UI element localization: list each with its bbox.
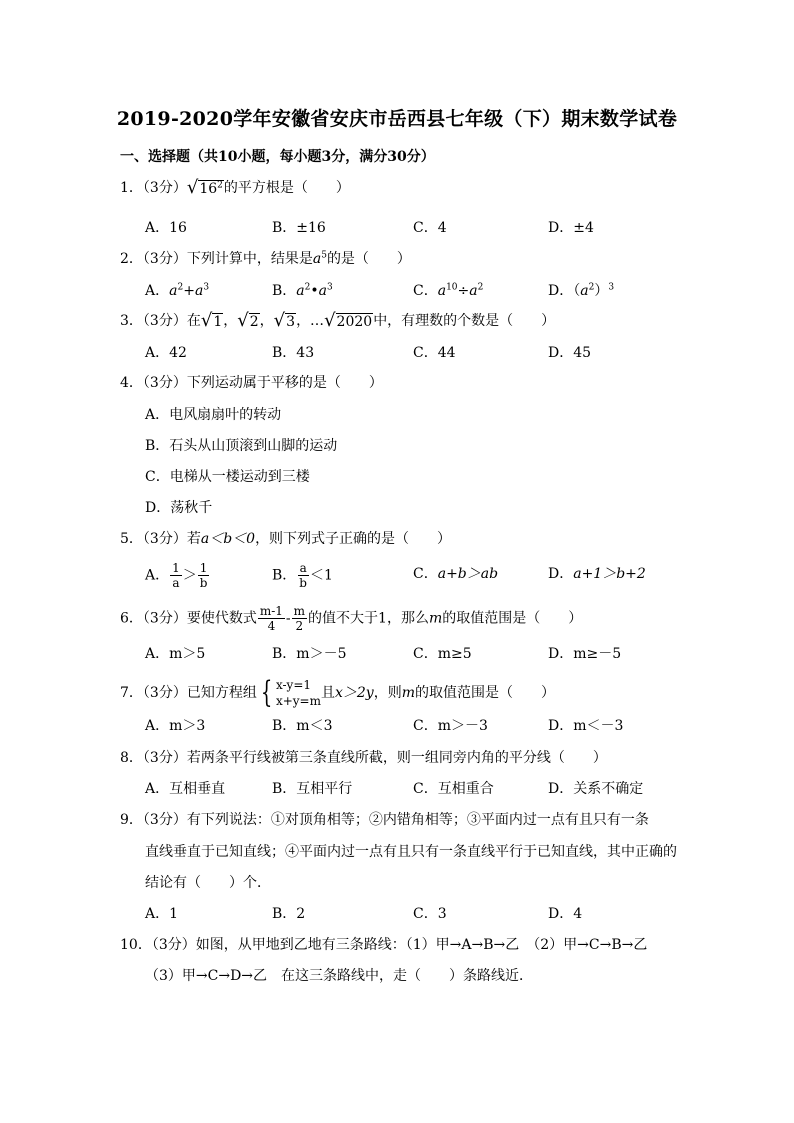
q4-option-a: A．电风扇扇叶的转动 — [145, 407, 282, 423]
q6-option-a: A．m＞5 — [145, 646, 206, 662]
q6-option-c: C．m≥5 — [413, 646, 472, 662]
equation-system: { x-y=1 x+y=m — [260, 675, 321, 710]
q8-option-b: B．互相平行 — [272, 781, 353, 797]
question-2: 2．（3分）下列计算中，结果是$a^5$的是（ ） — [120, 250, 411, 267]
q3-option-a: A．42 — [145, 345, 187, 361]
q9-option-c: C．3 — [413, 906, 447, 922]
q6-option-b: B．m＞－5 — [272, 646, 347, 662]
q2-option-b: B．$a^2•a^3$ — [272, 282, 333, 299]
q8-option-c: C．互相重合 — [413, 781, 494, 797]
q7-option-c: C．m＞－3 — [413, 718, 488, 734]
q7-option-d: D．m＜－3 — [548, 718, 624, 734]
q2-option-a: A．$a^2+a^3$ — [145, 282, 210, 299]
question-10-line-2: （3）甲→C→D→乙 在这三条路线中，走（ ）条路线近． — [145, 968, 534, 984]
q7-option-b: B．m＜3 — [272, 718, 333, 734]
q8-option-a: A．互相垂直 — [145, 781, 226, 797]
q4-option-b: B．石头从山顶滚到山脚的运动 — [145, 438, 338, 454]
q4-option-d: D．荡秋千 — [145, 500, 213, 516]
question-4: 4．（3分）下列运动属于平移的是（ ） — [120, 375, 383, 391]
q1-option-d: D．±4 — [548, 220, 594, 236]
q1-option-b: B．±16 — [272, 220, 326, 236]
q6-option-d: D．m≥－5 — [548, 646, 622, 662]
section-heading: 一、选择题（共10小题，每小题3分，满分30分） — [120, 149, 435, 165]
q9-option-b: B．2 — [272, 906, 306, 922]
question-6: 6．（3分）要使代数式 $\frac{m-1}{4}$ - $\frac{m}{2}$ 的值不大于1，那么m的取值范围是（ ） — [120, 604, 583, 633]
q1-option-c: C．4 — [413, 220, 447, 236]
question-1: 1．（3分） √ $16^2$ 的平方根是（ ） — [120, 177, 350, 198]
q1-option-a: A．16 — [145, 220, 187, 236]
q3-option-c: C．44 — [413, 345, 456, 361]
q5-option-d: D．a+1＞b+2 — [548, 566, 646, 582]
q2-option-c: C．$a^{10}\div a^2$ — [413, 282, 484, 299]
q9-option-d: D．4 — [548, 906, 583, 922]
q8-option-d: D．关系不确定 — [548, 781, 644, 797]
question-5: 5．（3分）若a＜b＜0，则下列式子正确的是（ ） — [120, 531, 452, 547]
question-7: 7．（3分）已知方程组 { x-y=1 x+y=m 且x＞2y，则m的取值范围是（ ） — [120, 675, 555, 710]
question-9-line-3: 结论有（ ）个． — [145, 875, 271, 891]
question-8: 8．（3分）若两条平行线被第三条直线所截，则一组同旁内角的平分线（ ） — [120, 750, 607, 766]
q7-option-a: A．m＞3 — [145, 718, 206, 734]
q3-option-b: B．43 — [272, 345, 315, 361]
q3-option-d: D．45 — [548, 345, 592, 361]
square-root: √ $16^2$ — [186, 177, 223, 198]
q5-option-a: A． $\frac{1}{a}$ ＞ $\frac{1}{b}$ — [145, 561, 208, 590]
q4-option-c: C．电梯从一楼运动到三楼 — [145, 469, 310, 485]
question-9: 9．（3分）有下列说法：①对顶角相等；②内错角相等；③平面内过一点有且只有一条 — [120, 812, 649, 828]
question-10: 10．（3分）如图，从甲地到乙地有三条路线：（1）甲→A→B→乙 （2）甲→C→B→乙 — [120, 937, 648, 953]
q2-option-d: D．$(a^2)^3$ — [548, 282, 615, 299]
question-3: 3．（3分）在 √ 1 ， √ 2 ， √ 3 ，… √ 2020 中，有理数的个数是（ ） — [120, 310, 556, 331]
q5-option-b: B． $\frac{a}{b}$ ＜1 — [272, 561, 333, 590]
q9-option-a: A．1 — [145, 906, 179, 922]
page-title: 2019-2020学年安徽省安庆市岳西县七年级（下）期末数学试卷 — [116, 108, 678, 130]
q5-option-c: C．a+b＞ab — [413, 566, 499, 582]
question-9-line-2: 直线垂直于已知直线；④平面内过一点有且只有一条直线平行于已知直线，其中正确的 — [145, 844, 677, 860]
